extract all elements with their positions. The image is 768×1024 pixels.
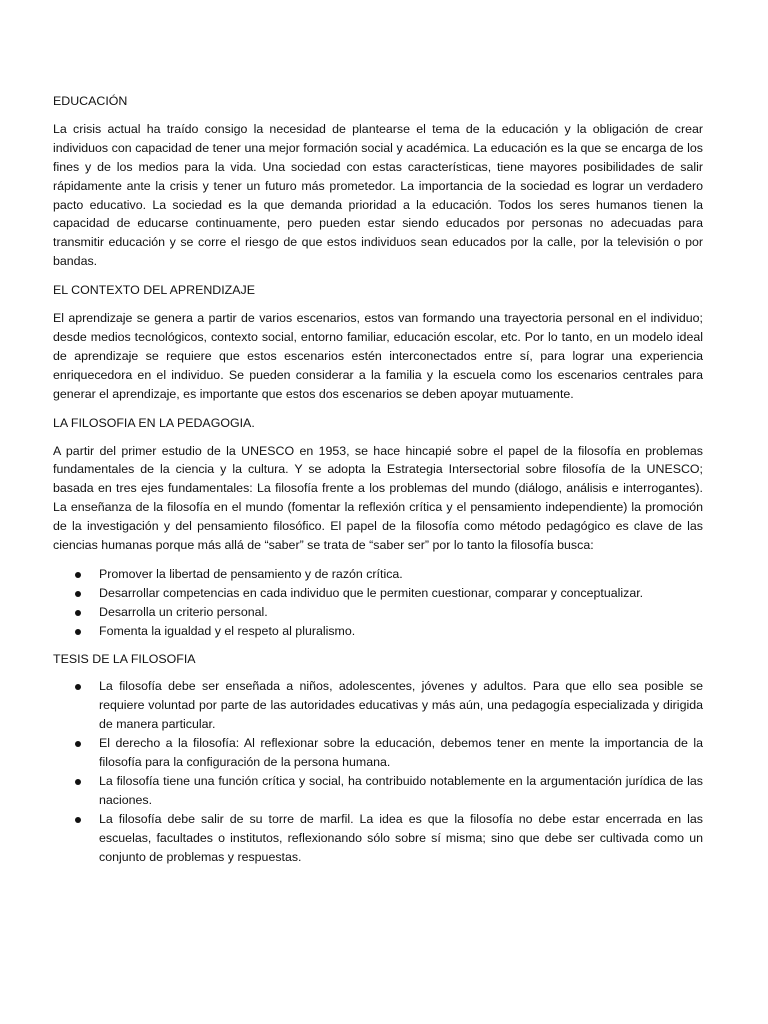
section-paragraph: El aprendizaje se genera a partir de varios escenarios, estos van formando una trayectoria personal en el individuo; desde medios tecnológicos, contexto social, entorno familiar, educación escolar, etc. Por lo tanto, en un modelo ideal de aprendizaje se requiere que estos escenarios estén interconectados entre sí, para lograr una experiencia enriquecedora en el individuo. Se pueden considerar a la familia y la escuela como los escenarios centrales para generar el aprendizaje, es importante que estos dos escenarios se deben apoyar mutuamente. [53, 311, 703, 401]
bullet-list [53, 565, 703, 641]
list-item [53, 565, 703, 584]
list-item-text: La filosofía debe salir de su torre de marfil. La idea es que la filosofía no debe estar encerrada en las escuelas, facultades o institutos, reflexionando sólo sobre sí misma; sino que debe ser cultivada como un conjunto de problemas y respuestas. [99, 811, 703, 864]
list-item [53, 603, 703, 622]
list-item [53, 622, 703, 641]
bullet-icon [75, 684, 81, 690]
section-heading: LA FILOSOFIA EN LA PEDAGOGIA. [53, 415, 255, 430]
list-item-text: Fomenta la igualdad y el respeto al pluralismo. [99, 623, 356, 638]
list-item-text: La filosofía tiene una función crítica y social, ha contribuido notablemente en la argumentación jurídica de las naciones. [99, 774, 703, 807]
section-paragraph: A partir del primer estudio de la UNESCO en 1953, se hace hincapié sobre el papel de la filosofía en problemas fundamentales de la ciencia y la cultura. Y se adopta la Estrategia Intersectorial sobre filosofía de la UNESCO; basada en tres ejes fundamentales: La filosofía frente a los problemas del mundo (diálogo, análisis e interrogantes). La enseñanza de la filosofía en el mundo (fomentar la reflexión crítica y el pensamiento independiente) la promoción de la investigación y del pensamiento filosófico. El papel de la filosofía como método pedagógico es clave de las ciencias humanas porque más allá de “saber” se trata de “saber ser” por lo tanto la filosofía busca: [53, 443, 703, 553]
section-heading: TESIS DE LA FILOSOFIA [53, 651, 196, 666]
list-item [53, 734, 703, 772]
section-educacion [53, 92, 703, 271]
bullet-icon [75, 610, 81, 616]
bullet-icon [75, 741, 81, 747]
bullet-icon [75, 779, 81, 785]
list-item-text: La filosofía debe ser enseñada a niños, adolescentes, jóvenes y adultos. Para que ello sea posible se requiere voluntad por parte de las autoridades educativas y más aún, una pedagogía especializada y dirigida de manera particular. [99, 679, 703, 732]
list-item [53, 810, 703, 867]
section-tesis-filosofia [53, 650, 703, 867]
section-heading: EDUCACIÓN [53, 94, 128, 108]
section-filosofia-pedagogia [53, 414, 703, 641]
document-page [53, 92, 703, 876]
list-item-text: El derecho a la filosofía: Al reflexionar sobre la educación, debemos tener en mente la importancia de la filosofía para la configuración de la persona humana. [99, 736, 703, 770]
section-paragraph: La crisis actual ha traído consigo la necesidad de plantearse el tema de la educación y la obligación de crear individuos con capacidad de tener una mejor formación social y académica. La educación es la que se encarga de los fines y de los medios para la vida. Una sociedad con estas características, tiene mayores posibilidades de salir rápidamente ante la crisis y tener un futuro más prometedor. La importancia de la sociedad es lograr un verdadero pacto educativo. La sociedad es la que demanda prioridad a la educación. Todos los seres humanos tienen la capacidad de educarse continuamente, pero pueden estar siendo educados por personas no adecuadas para transmitir educación y se corre el riesgo de que estos individuos sean educados por la calle, por la televisión o por bandas. [53, 121, 703, 269]
bullet-icon [75, 817, 81, 823]
bullet-icon [75, 572, 81, 578]
bullet-icon [75, 629, 81, 635]
list-item [53, 677, 703, 734]
section-heading: EL CONTEXTO DEL APRENDIZAJE [53, 283, 255, 298]
bullet-icon [75, 591, 81, 597]
section-contexto-aprendizaje [53, 281, 703, 403]
list-item-text: Promover la libertad de pensamiento y de razón crítica. [99, 566, 403, 581]
list-item [53, 772, 703, 810]
list-item-text: Desarrolla un criterio personal. [99, 604, 268, 619]
list-item-text: Desarrollar competencias en cada individuo que le permiten cuestionar, comparar y conceptualizar. [99, 585, 644, 600]
bullet-list [53, 677, 703, 866]
list-item [53, 584, 703, 603]
